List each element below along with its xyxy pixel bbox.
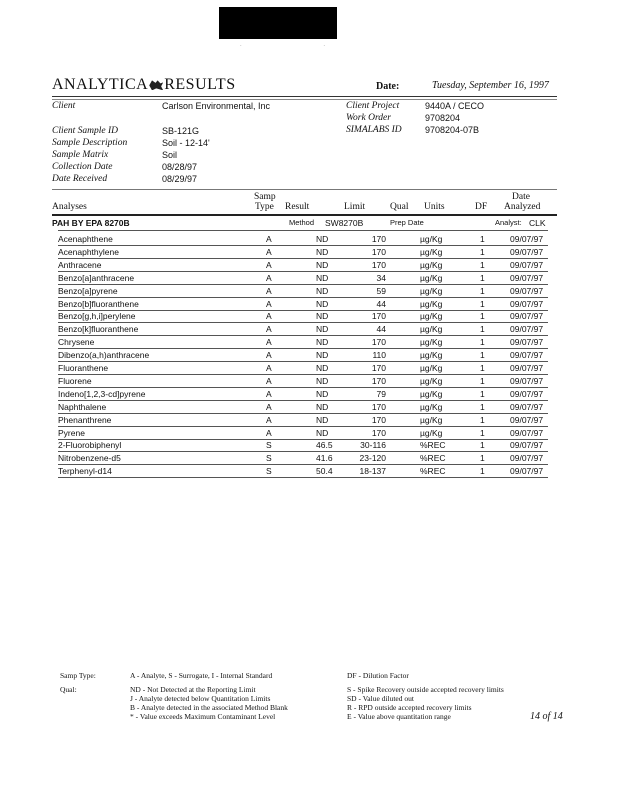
analyte-name: Naphthalene <box>58 401 107 412</box>
table-row <box>58 465 548 477</box>
header-rule-thin <box>52 99 557 100</box>
table-row <box>58 336 548 348</box>
result-value: 46.5 <box>316 440 333 451</box>
table-row <box>58 388 548 400</box>
result-value: ND <box>316 401 329 412</box>
analyte-name: Acenaphthene <box>58 234 113 244</box>
df-value: 1 <box>480 272 485 283</box>
date-analyzed: 09/07/97 <box>510 440 544 451</box>
title-right: RESULTS <box>164 76 236 93</box>
date-analyzed: 09/07/97 <box>510 285 544 296</box>
date-analyzed: 09/07/97 <box>510 466 544 477</box>
header-rule <box>52 96 557 97</box>
df-value: 1 <box>480 427 485 438</box>
date-label: Date: <box>376 81 400 92</box>
analyte-name: 2-Fluorobiphenyl <box>58 440 122 451</box>
table-row <box>58 452 548 464</box>
units-value: µg/Kg <box>420 350 443 361</box>
header-units: Units <box>424 202 445 212</box>
units-value: µg/Kg <box>420 375 443 386</box>
analyte-name: Chrysene <box>58 337 95 348</box>
result-value: ND <box>316 350 329 361</box>
analyte-name: Benzo[a]anthracene <box>58 272 135 283</box>
date-analyzed: 09/07/97 <box>510 311 544 322</box>
df-value: 1 <box>480 363 485 373</box>
table-row <box>58 259 548 271</box>
samp-type: A <box>266 259 272 270</box>
units-value: µg/Kg <box>420 272 443 283</box>
limit-value: 23-120 <box>359 453 386 464</box>
analyte-name: Benzo[b]fluoranthene <box>58 298 139 309</box>
result-value: ND <box>316 337 329 348</box>
df-value: 1 <box>480 285 485 296</box>
date-analyzed: 09/07/97 <box>510 414 544 425</box>
samp-type: A <box>266 375 272 386</box>
limit-value: 170 <box>371 401 386 412</box>
analyte-name: Phenanthrene <box>58 414 112 425</box>
table-row <box>58 298 548 310</box>
analyte-name: Acenaphthylene <box>58 246 119 257</box>
result-value: ND <box>316 375 329 386</box>
samp-type: A <box>266 272 272 283</box>
units-value: µg/Kg <box>420 285 443 296</box>
units-value: µg/Kg <box>420 298 443 309</box>
analyte-name: Nitrobenzene-d5 <box>58 453 121 464</box>
header-limit: Limit <box>344 202 366 212</box>
units-value: %REC <box>420 466 446 477</box>
samp-type: A <box>266 234 272 244</box>
units-value: %REC <box>420 440 446 451</box>
samp-type: A <box>266 427 272 438</box>
units-value: µg/Kg <box>420 259 443 270</box>
date-analyzed: 09/07/97 <box>510 453 544 464</box>
result-value: ND <box>316 246 329 257</box>
limit-value: 110 <box>372 350 386 361</box>
date-analyzed: 09/07/97 <box>510 246 544 257</box>
df-value: 1 <box>480 466 485 477</box>
title-left: ANALYTICA <box>52 76 149 93</box>
date-analyzed: 09/07/97 <box>510 363 544 373</box>
limit-value: 170 <box>371 375 386 386</box>
date-analyzed: 09/07/97 <box>510 350 544 361</box>
row-divider <box>58 477 548 478</box>
limit-value: 170 <box>371 427 386 438</box>
table-row <box>58 323 548 335</box>
table-row <box>58 414 548 426</box>
result-value: 41.6 <box>316 453 333 464</box>
date-analyzed: 09/07/97 <box>510 298 544 309</box>
df-value: 1 <box>480 440 485 451</box>
legend-samp-type-label: Samp Type: <box>60 671 96 680</box>
header-df: DF <box>475 202 488 212</box>
analyte-name: Dibenzo(a,h)anthracene <box>58 350 150 361</box>
analyte-name: Terphenyl-d14 <box>58 466 112 477</box>
limit-value: 18-137 <box>359 466 386 477</box>
units-value: µg/Kg <box>420 388 443 399</box>
samp-type: S <box>266 453 272 464</box>
result-value: 50.4 <box>316 466 333 477</box>
limit-value: 170 <box>371 337 386 348</box>
date-analyzed: 09/07/97 <box>510 234 544 244</box>
table-row <box>58 310 548 322</box>
analyte-name: Anthracene <box>58 259 102 270</box>
limit-value: 170 <box>371 311 386 322</box>
limit-value: 44 <box>376 298 386 309</box>
result-value: ND <box>316 363 329 373</box>
df-value: 1 <box>480 453 485 464</box>
legend-qual-lines: ND - Not Detected at the Reporting Limit J - Analyte detected below Quantitation Limits B - Analyte detected in the associated Method Blank * - Value exceeds Maximum Contaminant Level <box>130 685 288 721</box>
df-value: 1 <box>480 337 485 348</box>
date-analyzed: 09/07/97 <box>510 259 544 270</box>
samp-type: A <box>266 298 272 309</box>
header-bottom-rule <box>52 214 557 216</box>
units-value: µg/Kg <box>420 234 443 244</box>
result-value: ND <box>316 414 329 425</box>
date-analyzed: 09/07/97 <box>510 427 544 438</box>
limit-value: 170 <box>371 363 386 373</box>
table-row <box>58 401 548 413</box>
samp-type: A <box>266 311 272 322</box>
units-value: µg/Kg <box>420 324 443 335</box>
limit-value: 30-116 <box>360 440 386 451</box>
date-analyzed: 09/07/97 <box>510 337 544 348</box>
units-value: µg/Kg <box>420 363 443 373</box>
table-row <box>58 272 548 284</box>
scan-specks: . . <box>240 42 366 48</box>
units-value: µg/Kg <box>420 246 443 257</box>
section-name: PAH BY EPA 8270B <box>52 218 130 228</box>
header-samp-type-1: Samp <box>254 192 276 202</box>
leaf-logo-icon <box>149 80 163 90</box>
table-row <box>58 427 548 439</box>
samp-type: A <box>266 324 272 335</box>
table-row <box>58 246 548 258</box>
limit-value: 170 <box>371 246 386 257</box>
legend-samp-type-text: A - Analyte, S - Surrogate, I - Internal Standard <box>130 671 273 680</box>
units-value: µg/Kg <box>420 401 443 412</box>
df-value: 1 <box>480 298 485 309</box>
header-qual: Qual <box>390 202 409 212</box>
analyte-name: Benzo[g,h,i]perylene <box>58 311 136 322</box>
limit-value: 170 <box>371 259 386 270</box>
analyte-name: Indeno[1,2,3-cd]pyrene <box>58 388 146 399</box>
df-value: 1 <box>480 324 485 335</box>
result-value: ND <box>316 285 329 296</box>
df-value: 1 <box>480 246 485 257</box>
result-value: ND <box>316 311 329 322</box>
limit-value: 34 <box>376 272 386 283</box>
header-date-2: Analyzed <box>504 202 541 212</box>
header-result: Result <box>285 202 310 212</box>
limit-value: 59 <box>376 285 386 296</box>
date-analyzed: 09/07/97 <box>510 272 544 283</box>
result-value: ND <box>316 259 329 270</box>
units-value: µg/Kg <box>420 311 443 322</box>
analyte-name: Fluorene <box>58 375 92 386</box>
date-analyzed: 09/07/97 <box>510 324 544 335</box>
df-value: 1 <box>480 350 485 361</box>
section-row <box>52 217 557 229</box>
samp-type: A <box>266 388 272 399</box>
row-divider <box>58 230 548 231</box>
samp-type: A <box>266 350 272 361</box>
page-number: 14 of 14 <box>530 711 563 722</box>
samp-type: A <box>266 363 272 373</box>
df-value: 1 <box>480 401 485 412</box>
df-value: 1 <box>480 375 485 386</box>
result-value: ND <box>316 388 329 399</box>
analyte-name: Benzo[k]fluoranthene <box>58 324 139 335</box>
df-value: 1 <box>480 311 485 322</box>
df-value: 1 <box>480 234 485 244</box>
date-analyzed: 09/07/97 <box>510 388 544 399</box>
legend-right-lines: S - Spike Recovery outside accepted recovery limits SD - Value diluted out R - RPD outside accepted recovery limits E - Value above quantitation range <box>347 685 504 721</box>
limit-value: 170 <box>371 414 386 425</box>
df-value: 1 <box>480 259 485 270</box>
date-analyzed: 09/07/97 <box>510 375 544 386</box>
units-value: µg/Kg <box>420 337 443 348</box>
analyte-name: Pyrene <box>58 427 85 438</box>
report-title <box>52 76 236 94</box>
units-value: µg/Kg <box>420 414 443 425</box>
limit-value: 170 <box>371 234 386 244</box>
method-value: SW8270B <box>325 218 364 228</box>
samp-type: A <box>266 246 272 257</box>
date-value: Tuesday, September 16, 1997 <box>432 80 549 91</box>
samp-type: A <box>266 401 272 412</box>
samp-type: A <box>266 414 272 425</box>
header-analyses: Analyses <box>52 202 87 212</box>
header-date-1: Date <box>512 192 530 202</box>
table-row <box>58 362 548 374</box>
table-row <box>58 349 548 361</box>
samp-type: A <box>266 337 272 348</box>
units-value: µg/Kg <box>420 427 443 438</box>
samp-type: S <box>266 466 272 477</box>
analyte-name: Fluoranthene <box>58 363 109 373</box>
analyst-value: CLK <box>529 218 546 228</box>
table-row <box>58 375 548 387</box>
result-value: ND <box>316 324 329 335</box>
header-samp-type-2: Type <box>255 202 274 212</box>
method-label: Method <box>289 218 315 227</box>
redaction-block <box>219 7 337 39</box>
table-row <box>58 285 548 297</box>
prep-date-label: Prep Date <box>390 218 424 227</box>
table-row <box>58 439 548 451</box>
date-analyzed: 09/07/97 <box>510 401 544 412</box>
result-value: ND <box>316 234 329 244</box>
result-value: ND <box>316 427 329 438</box>
result-value: ND <box>316 272 329 283</box>
result-value: ND <box>316 298 329 309</box>
legend-qual-label: Qual: <box>60 685 77 694</box>
samp-type: A <box>266 285 272 296</box>
legend-df: DF - Dilution Factor <box>347 671 409 680</box>
limit-value: 44 <box>376 324 386 335</box>
limit-value: 79 <box>376 388 386 399</box>
df-value: 1 <box>480 388 485 399</box>
analyst-label: Analyst: <box>495 218 522 227</box>
df-value: 1 <box>480 414 485 425</box>
table-top-rule <box>52 189 557 190</box>
analyte-name: Benzo[a]pyrene <box>58 285 118 296</box>
units-value: %REC <box>420 453 446 464</box>
samp-type: S <box>266 440 272 451</box>
table-row <box>58 233 548 245</box>
